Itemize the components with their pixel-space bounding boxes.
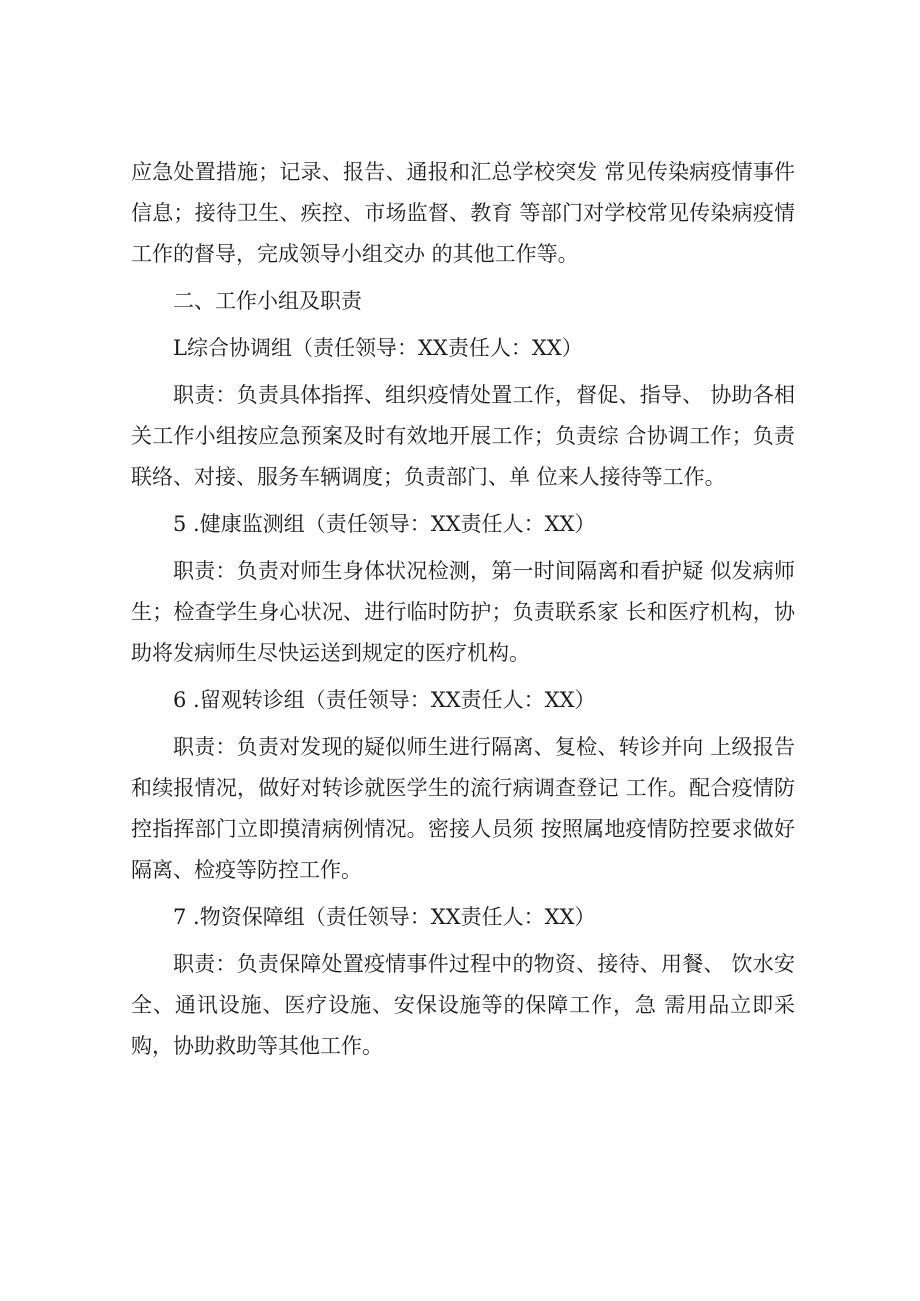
paragraph-emergency-measures: 应急处置措施；记录、报告、通报和汇总学校突发 常见传染病疫情事件信息；接待卫生、疾控、市场监督、教育 等部门对学校常见传染病疫情工作的督导，完成领导小组交办 的其他工作等。 (131, 160, 795, 266)
group-heading-materials-support: 7 .物资保障组（责任领导：XX责任人：XX） (173, 905, 596, 929)
group-heading-coordination: L综合协调组（责任领导：XX责任人：XX） (173, 336, 583, 360)
paragraph-materials-support-duties: 职责：负责保障处置疫情事件过程中的物资、接待、用餐、 饮水安全、通讯设施、医疗设施、安保设施等的保障工作，急 需用品立即采购，协助救助等其他工作。 (131, 952, 795, 1058)
paragraph-observation-referral-duties: 职责：负责对发现的疑似师生进行隔离、复检、转诊并向 上级报告和续报情况，做好对转诊就医学生的流行病调查登记 工作。配合疫情防控指挥部门立即摸清病例情况。密接人员须 按照属地疫情防控要求做好隔离、检疫等防控工作。 (131, 735, 795, 882)
paragraph-coordination-duties: 职责：负责具体指挥、组织疫情处置工作，督促、指导、 协助各相关工作小组按应急预案及时有效地开展工作；负责综 合协调工作；负责联络、对接、服务车辆调度；负责部门、单 位来人接待等工作。 (131, 383, 795, 489)
group-heading-health-monitoring: 5 .健康监测组（责任领导：XX责任人：XX） (173, 512, 596, 536)
paragraph-health-monitoring-duties: 职责：负责对师生身体状况检测，第一时间隔离和看护疑 似发病师生；检查学生身心状况、进行临时防护；负责联系家 长和医疗机构，协助将发病师生尽快运送到规定的医疗机构。 (131, 559, 795, 665)
group-heading-observation-referral: 6 .留观转诊组（责任领导：XX责任人：XX） (173, 688, 596, 712)
document-body (131, 152, 795, 1067)
section-heading-work-groups: 二、工作小组及职责 (173, 289, 362, 313)
